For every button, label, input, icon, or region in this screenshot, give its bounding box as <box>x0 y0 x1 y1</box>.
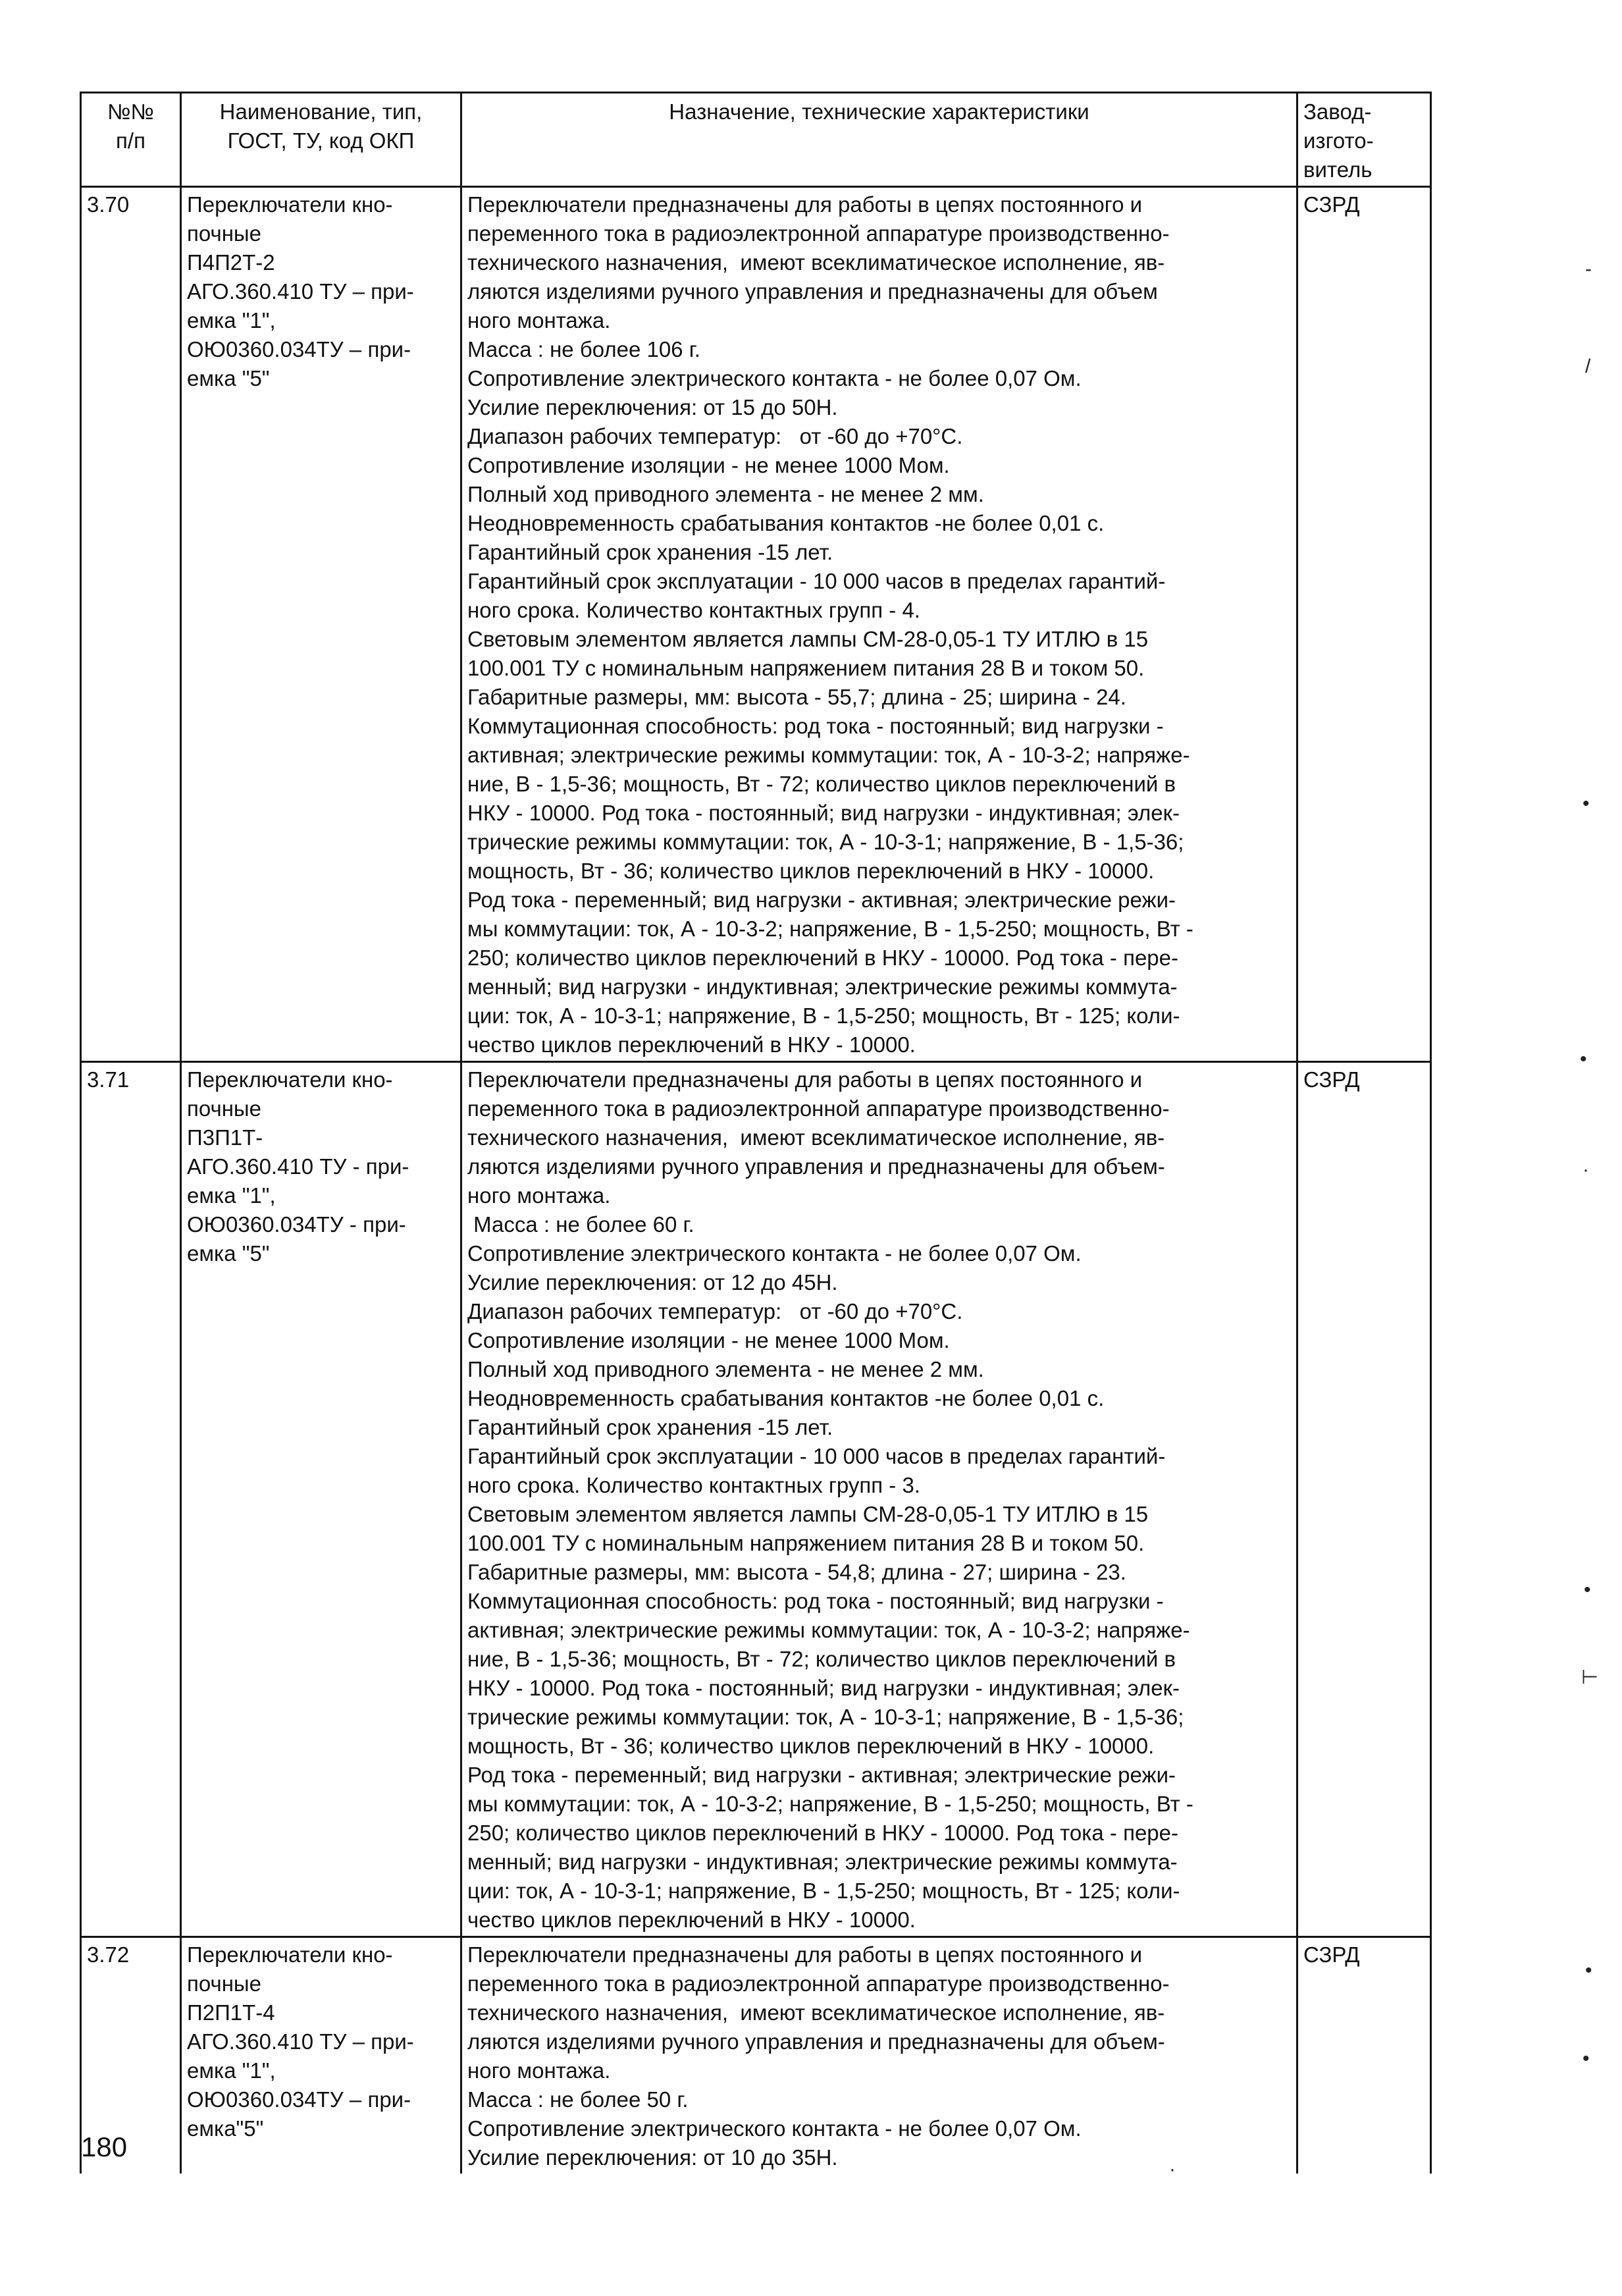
scan-mark: ⊢ <box>1581 1667 1599 1688</box>
spec-line: активная; электрические режимы коммутации: ток, А - 10-3-2; напряже- <box>467 743 1190 767</box>
header-manufacturer: Завод- изгото- витель <box>1297 93 1431 187</box>
spec-line: трические режимы коммутации: ток, А - 10-3-1; напряжение, В - 1,5-36; <box>467 830 1184 854</box>
spec-line: Усилие переключения: от 10 до 35Н. <box>467 2145 838 2170</box>
spec-line: ляются изделиями ручного управления и предназначены для объем- <box>467 1154 1165 1179</box>
item-specifications <box>461 1937 1297 2174</box>
spec-line: Сопротивление электрического контакта - не более 0,07 Ом. <box>467 2116 1082 2141</box>
header-item-number: №№ п/п <box>81 93 181 187</box>
spec-line: Сопротивление изоляции - не менее 1000 Мом. <box>467 453 950 477</box>
spec-line: 100.001 ТУ с номинальным напряжением питания 28 В и током 50. <box>467 656 1145 680</box>
spec-line: ного монтажа. <box>467 308 611 333</box>
spec-line: ние, В - 1,5-36; мощность, Вт - 72; количество циклов переключений в <box>467 1647 1176 1671</box>
spec-line: Сопротивление изоляции - не менее 1000 Мом. <box>467 1328 950 1352</box>
spec-line: мощность, Вт - 36; количество циклов переключений в НКУ - 10000. <box>467 1734 1155 1758</box>
spec-line: Габаритные размеры, мм: высота - 54,8; длина - 27; ширина - 23. <box>467 1560 1126 1584</box>
item-number: 3.71 <box>81 1062 181 1937</box>
spec-line: Габаритные размеры, мм: высота - 55,7; длина - 25; ширина - 24. <box>467 685 1126 709</box>
spec-line: Переключатели предназначены для работы в цепях постоянного и <box>467 1067 1143 1092</box>
scan-mark: • <box>1583 2048 1590 2069</box>
spec-line: трические режимы коммутации: ток, А - 10-3-1; напряжение, В - 1,5-36; <box>467 1705 1184 1729</box>
table-row <box>81 1062 1431 1937</box>
spec-line: Масса : не более 106 г. <box>467 337 700 361</box>
spec-line: технического назначения, имеют всеклиматическое исполнение, яв- <box>467 2000 1165 2025</box>
page-number: 180 <box>81 2131 128 2162</box>
spec-line: ляются изделиями ручного управления и предназначены для объем- <box>467 2029 1165 2054</box>
spec-line: Коммутационная способность: род тока - постоянный; вид нагрузки - <box>467 714 1164 738</box>
spec-line: мы коммутации: ток, А - 10-3-2; напряжение, В - 1,5-250; мощность, Вт - <box>467 1792 1193 1816</box>
spec-line: ного монтажа. <box>467 2058 611 2083</box>
spec-line: Сопротивление электрического контакта - не более 0,07 Ом. <box>467 1241 1082 1266</box>
item-manufacturer: СЗРД <box>1297 187 1431 1062</box>
spec-line: Диапазон рабочих температур: от -60 до +70°С. <box>467 424 963 448</box>
spec-line: менный; вид нагрузки - индуктивная; электрические режимы коммута- <box>467 974 1178 999</box>
spec-line: ного срока. Количество контактных групп - 4. <box>467 598 920 622</box>
spec-line: Переключатели предназначены для работы в цепях постоянного и <box>467 192 1143 217</box>
spec-line: 100.001 ТУ с номинальным напряжением питания 28 В и током 50. <box>467 1531 1145 1555</box>
spec-line: Гарантийный срок хранения -15 лет. <box>467 540 833 564</box>
spec-line: Гарантийный срок эксплуатации - 10 000 часов в пределах гарантий- <box>467 569 1166 593</box>
table-row <box>81 187 1431 1062</box>
table-row <box>81 1937 1431 2174</box>
scan-mark: · <box>1583 1159 1589 1181</box>
spec-line: технического назначения, имеют всеклиматическое исполнение, яв- <box>467 1125 1165 1150</box>
spec-line: мощность, Вт - 36; количество циклов переключений в НКУ - 10000. <box>467 859 1155 883</box>
header-name-type: Наименование, тип, ГОСТ, ТУ, код ОКП <box>181 93 461 187</box>
spec-line: Световым элементом является лампы СМ-28-0,05-1 ТУ ИТЛЮ в 15 <box>467 1502 1149 1526</box>
spec-line: технического назначения, имеют всеклиматическое исполнение, яв- <box>467 250 1165 275</box>
spec-line: чество циклов переключений в НКУ - 10000. <box>467 1032 916 1057</box>
spec-line: чество циклов переключений в НКУ - 10000. <box>467 1908 916 1932</box>
spec-line: Гарантийный срок эксплуатации - 10 000 часов в пределах гарантий- <box>467 1444 1166 1468</box>
item-name-type: Переключатели кно- почные П3П1Т- АГО.360.410 ТУ - при- емка "1", ОЮ0360.034ТУ - при- емка "5" <box>181 1062 461 1937</box>
spec-line: менный; вид нагрузки - индуктивная; электрические режимы коммута- <box>467 1850 1178 1874</box>
spec-line: ние, В - 1,5-36; мощность, Вт - 72; количество циклов переключений в <box>467 772 1176 796</box>
spec-line: Полный ход приводного элемента - не менее 2 мм. <box>467 482 984 506</box>
spec-line: Род тока - переменный; вид нагрузки - активная; электрические режи- <box>467 888 1176 912</box>
spec-line: ного монтажа. <box>467 1183 611 1208</box>
scan-mark: • <box>1583 793 1590 814</box>
table-header-row <box>81 93 1431 187</box>
spec-line: ции: ток, А - 10-3-1; напряжение, В - 1,5-250; мощность, Вт - 125; коли- <box>467 1003 1180 1028</box>
spec-line: переменного тока в радиоэлектронной аппаратуре производственно- <box>467 221 1170 246</box>
spec-line: НКУ - 10000. Род тока - постоянный; вид нагрузки - индуктивная; элек- <box>467 1676 1180 1700</box>
scan-mark: • <box>1580 1048 1587 1070</box>
spec-line: Коммутационная способность: род тока - постоянный; вид нагрузки - <box>467 1589 1164 1613</box>
spec-line: Световым элементом является лампы СМ-28-0,05-1 ТУ ИТЛЮ в 15 <box>467 627 1149 651</box>
scan-mark: · <box>1169 2158 1176 2180</box>
spec-line: 250; количество циклов переключений в НКУ - 10000. Род тока - пере- <box>467 946 1178 970</box>
spec-line: переменного тока в радиоэлектронной аппаратуре производственно- <box>467 1096 1170 1121</box>
spec-line: Сопротивление электрического контакта - не более 0,07 Ом. <box>467 366 1082 390</box>
item-manufacturer: СЗРД <box>1297 1937 1431 2174</box>
spec-line: НКУ - 10000. Род тока - постоянный; вид нагрузки - индуктивная; элек- <box>467 801 1180 825</box>
spec-line: Масса : не более 50 г. <box>467 2087 689 2112</box>
spec-line: переменного тока в радиоэлектронной аппаратуре производственно- <box>467 1971 1170 1996</box>
spec-line: Усилие переключения: от 12 до 45Н. <box>467 1270 838 1295</box>
header-purpose-specs: Назначение, технические характеристики <box>461 93 1297 187</box>
spec-line: ляются изделиями ручного управления и предназначены для объем <box>467 279 1158 304</box>
spec-line: 250; количество циклов переключений в НКУ - 10000. Род тока - пере- <box>467 1821 1178 1845</box>
spec-line: Неодновременность срабатывания контактов -не более 0,01 с. <box>467 1386 1105 1410</box>
spec-line: активная; электрические режимы коммутации: ток, А - 10-3-2; напряже- <box>467 1618 1190 1642</box>
item-manufacturer: СЗРД <box>1297 1062 1431 1937</box>
spec-line: Полный ход приводного элемента - не менее 2 мм. <box>467 1357 984 1381</box>
spec-line: ции: ток, А - 10-3-1; напряжение, В - 1,5-250; мощность, Вт - 125; коли- <box>467 1879 1180 1903</box>
item-name-type: Переключатели кно- почные П4П2Т-2 АГО.360.410 ТУ – при- емка "1", ОЮ0360.034ТУ – при- емка "5" <box>181 187 461 1062</box>
item-number: 3.70 <box>81 187 181 1062</box>
item-number: 3.72 <box>81 1937 181 2174</box>
spec-line: Масса : не более 60 г. <box>467 1212 694 1237</box>
item-specifications <box>461 187 1297 1062</box>
spec-line: ного срока. Количество контактных групп - 3. <box>467 1473 920 1497</box>
scan-mark: - <box>1585 258 1592 280</box>
specification-table <box>80 92 1432 2174</box>
item-specifications <box>461 1062 1297 1937</box>
spec-line: мы коммутации: ток, А - 10-3-2; напряжение, В - 1,5-250; мощность, Вт - <box>467 917 1193 941</box>
table-body <box>81 187 1431 2174</box>
spec-line: Усилие переключения: от 15 до 50Н. <box>467 395 838 419</box>
scan-mark: • <box>1584 1579 1591 1601</box>
spec-line: Неодновременность срабатывания контактов -не более 0,01 с. <box>467 511 1105 535</box>
spec-line: Диапазон рабочих температур: от -60 до +70°С. <box>467 1299 963 1323</box>
scan-mark: / <box>1585 356 1591 377</box>
spec-line: Род тока - переменный; вид нагрузки - активная; электрические режи- <box>467 1763 1176 1787</box>
spec-line: Переключатели предназначены для работы в цепях постоянного и <box>467 1942 1143 1967</box>
scan-mark: • <box>1585 1960 1592 1981</box>
spec-line: Гарантийный срок хранения -15 лет. <box>467 1415 833 1439</box>
item-name-type: Переключатели кно- почные П2П1Т-4 АГО.360.410 ТУ – при- емка "1", ОЮ0360.034ТУ – при- емка"5" <box>181 1937 461 2174</box>
